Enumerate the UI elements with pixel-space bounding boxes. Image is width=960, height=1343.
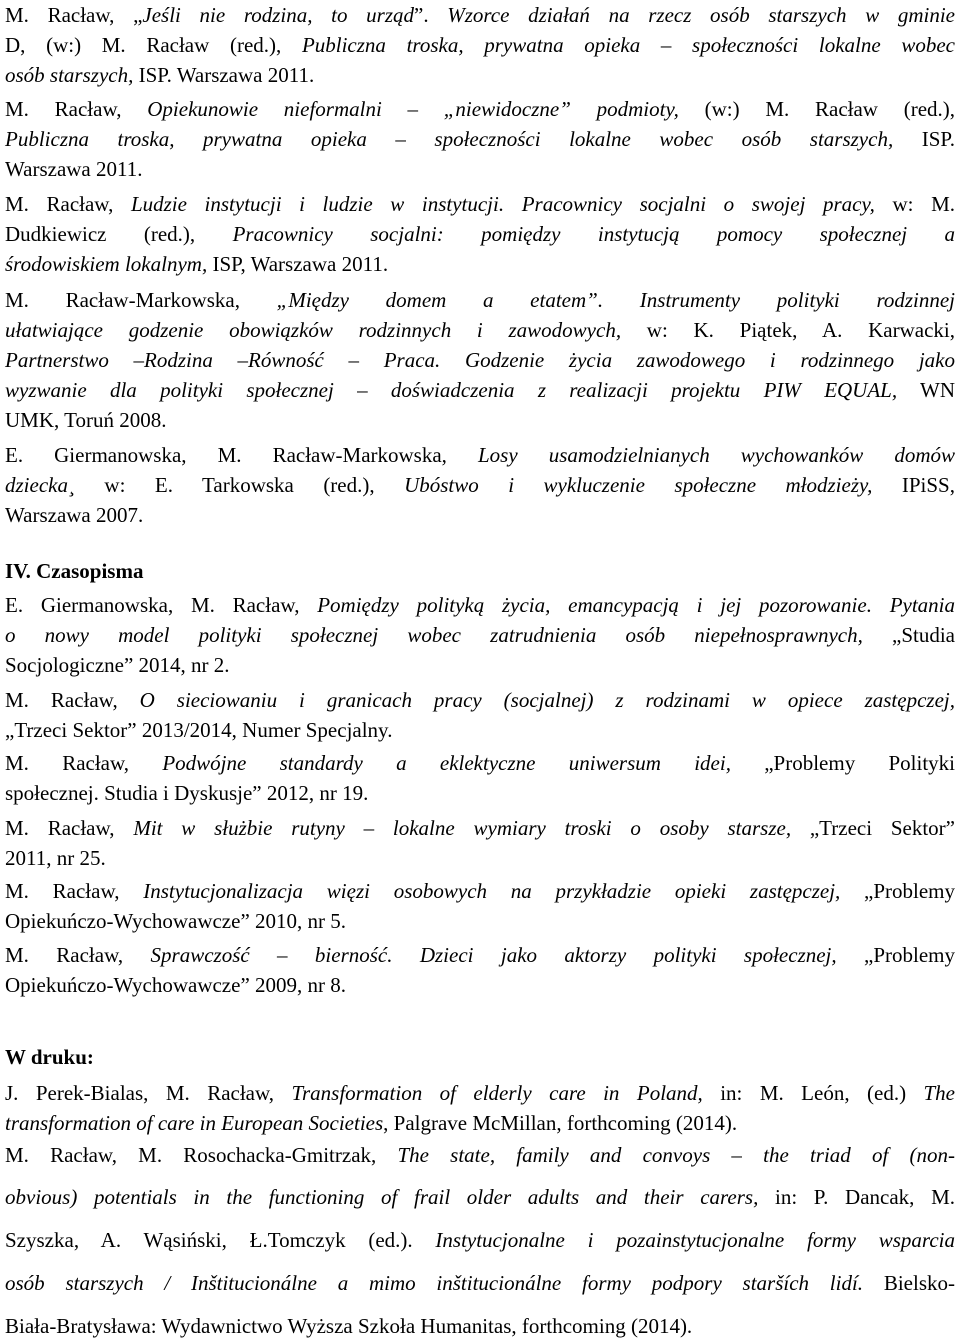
citation-text: Socjologiczne” 2014, nr 2. bbox=[5, 653, 230, 677]
italic-title-text: Instytucjonalizacja więzi osobowych na przykładzie opieki zastępczej, bbox=[143, 879, 841, 903]
italic-title-text: O sieciowaniu i granicach pracy (socjalnej) z rodzinami w opiece zastępczej, bbox=[139, 688, 955, 712]
entry-line bbox=[5, 906, 955, 936]
citation-text: Warszawa 2007. bbox=[5, 503, 144, 527]
italic-title-text: obvious) potentials in the functioning of frail older adults and their carers, bbox=[5, 1185, 759, 1209]
citation-text: E. Giermanowska, M. Racław, bbox=[5, 593, 318, 617]
citation-text: M. Racław, bbox=[5, 688, 140, 712]
entry-line bbox=[5, 470, 955, 500]
citation-text: (w:) M. Racław (red.), bbox=[678, 97, 956, 121]
entry-line bbox=[5, 94, 955, 124]
citation-text: in: P. Dancak, M. bbox=[758, 1185, 955, 1209]
citation-text: w: M. bbox=[874, 192, 955, 216]
entry-line bbox=[5, 1078, 955, 1108]
citation-text: J. Perek-Bialas, M. Racław, bbox=[5, 1081, 292, 1105]
italic-title-text: wyzwanie dla polityki społecznej – doświadczenia z realizacji projektu PIW EQUAL, bbox=[5, 378, 898, 402]
citation-text: M. Racław, bbox=[5, 192, 131, 216]
citation-text: UMK, Toruń 2008. bbox=[5, 408, 167, 432]
citation-text: „Trzeci Sektor” bbox=[791, 816, 955, 840]
citation-text: ISP. Warszawa 2011. bbox=[138, 63, 315, 87]
citation-text: „Problemy bbox=[836, 943, 956, 967]
entry-line bbox=[5, 1311, 955, 1341]
entry-line bbox=[5, 970, 955, 1000]
citation-text: M. Racław, bbox=[5, 97, 148, 121]
entry-line bbox=[5, 685, 955, 715]
citation-text: M. Racław, bbox=[5, 816, 134, 840]
citation-text: E. Giermanowska, M. Racław-Markowska, bbox=[5, 443, 478, 467]
entry-line bbox=[5, 405, 955, 435]
citation-text: D, (w:) M. Racław (red.), bbox=[5, 33, 302, 57]
entry-line bbox=[5, 124, 955, 154]
entry-line bbox=[5, 1182, 955, 1212]
entry-line bbox=[5, 1140, 955, 1170]
citation-text: ISP, Warszawa 2011. bbox=[207, 252, 389, 276]
citation-text: in: M. León, (ed.) bbox=[702, 1081, 924, 1105]
citation-text: 2011, nr 25. bbox=[5, 846, 106, 870]
citation-text: M. Racław, bbox=[5, 943, 151, 967]
italic-title-text: środowiskiem lokalnym, bbox=[5, 252, 208, 276]
italic-title-text: Instytucjonalne i pozainstytucjonalne formy wsparcia bbox=[435, 1228, 955, 1252]
italic-title-text: Publiczna troska, prywatna opieka – społeczności lokalne wobec osób starszych, bbox=[5, 127, 894, 151]
citation-text: Opiekuńczo-Wychowawcze” 2010, nr 5. bbox=[5, 909, 347, 933]
entry-line bbox=[5, 620, 955, 650]
italic-title-text: Transformation of elderly care in Poland, bbox=[291, 1081, 703, 1105]
italic-title-text: Podwójne standardy a eklektyczne uniwersum idei, bbox=[162, 751, 731, 775]
italic-title-text: The state, family and convoys – the triad of (non- bbox=[397, 1143, 955, 1167]
italic-title-text: Mit w służbie rutyny – lokalne wymiary troski o osoby starsze, bbox=[133, 816, 792, 840]
citation-text: „Studia bbox=[862, 623, 955, 647]
italic-title-text: Ubóstwo i wykluczenie społeczne młodzieży, bbox=[404, 473, 873, 497]
entry-line bbox=[5, 778, 955, 808]
italic-title-text: Jeśli nie rodzina, to urząd bbox=[142, 3, 414, 27]
entry-line bbox=[5, 285, 955, 315]
entry-line bbox=[5, 60, 955, 90]
entry-line bbox=[5, 1268, 955, 1298]
italic-title-text: „Między domem a etatem”. Instrumenty polityki rodzinnej bbox=[276, 288, 955, 312]
citation-text: ISP. bbox=[893, 127, 956, 151]
entry-line bbox=[5, 650, 955, 680]
citation-text: Szyszka, A. Wąsiński, Ł.Tomczyk (ed.). bbox=[5, 1228, 436, 1252]
italic-title-text: transformation of care in European Societies bbox=[5, 1111, 384, 1135]
citation-text: IPiSS, bbox=[872, 473, 955, 497]
entry-line bbox=[5, 500, 955, 530]
italic-title-text: o nowy model polityki społecznej wobec zatrudnienia osób niepełnosprawnych, bbox=[5, 623, 863, 647]
citation-text: „Trzeci Sektor” 2013/2014, Numer Specjalny. bbox=[5, 718, 393, 742]
citation-text: ”. bbox=[414, 3, 448, 27]
section-heading-w-druku: W druku: bbox=[5, 1045, 94, 1069]
citation-text: w: E. Tarkowska (red.), bbox=[74, 473, 405, 497]
italic-title-text: Losy usamodzielnianych wychowanków domów bbox=[478, 443, 955, 467]
citation-text: WN bbox=[897, 378, 956, 402]
citation-text: M. Racław, bbox=[5, 751, 163, 775]
citation-text: M. Racław, M. Rosochacka-Gmitrzak, bbox=[5, 1143, 398, 1167]
italic-title-text: Wzorce działań na rzecz osób starszych w gminie bbox=[447, 3, 956, 27]
italic-title-text: dziecka¸ bbox=[5, 473, 75, 497]
citation-text: M. Racław, bbox=[5, 879, 144, 903]
entry-line bbox=[5, 189, 955, 219]
entry-line bbox=[5, 715, 955, 745]
entry-line bbox=[5, 940, 955, 970]
italic-title-text: Pomiędzy polityką życia, emancypacją i jej pozorowanie. Pytania bbox=[317, 593, 956, 617]
entry-line bbox=[5, 345, 955, 375]
citation-text: M. Racław-Markowska, bbox=[5, 288, 277, 312]
italic-title-text: Ludzie instytucji i ludzie w instytucji. Pracownicy socjalni o swojej pracy, bbox=[130, 192, 875, 216]
entry-line bbox=[5, 590, 955, 620]
italic-title-text: Sprawczość – bierność. Dzieci jako aktorzy polityki społecznej, bbox=[150, 943, 837, 967]
entry-line bbox=[5, 249, 955, 279]
entry-line bbox=[5, 440, 955, 470]
citation-text: w: K. Piątek, A. Karwacki, bbox=[621, 318, 955, 342]
citation-text: „Problemy bbox=[840, 879, 956, 903]
citation-text: społecznej. Studia i Dyskusje” 2012, nr 19. bbox=[5, 781, 369, 805]
entry-line bbox=[5, 813, 955, 843]
section-heading-czasopisma: IV. Czasopisma bbox=[5, 559, 144, 583]
citation-text: Warszawa 2011. bbox=[5, 157, 143, 181]
entry-line bbox=[5, 843, 955, 873]
italic-title-text: Pracownicy socjalni: pomiędzy instytucją pomocy społecznej a bbox=[232, 222, 955, 246]
citation-text: Opiekuńczo-Wychowawcze” 2009, nr 8. bbox=[5, 973, 347, 997]
entry-line bbox=[5, 375, 955, 405]
entry-line bbox=[5, 30, 955, 60]
citation-text: M. Racław, „ bbox=[5, 3, 143, 27]
citation-text: Bielsko- bbox=[863, 1271, 955, 1295]
entry-line bbox=[5, 0, 955, 30]
italic-title-text: osób starszych / Inštitucionálne a mimo inštitucionálne formy podpory starších lidí. bbox=[5, 1271, 864, 1295]
entry-line bbox=[5, 748, 955, 778]
italic-title-text: The bbox=[923, 1081, 955, 1105]
italic-title-text: Partnerstwo –Rodzina –Równość – Praca. Godzenie życia zawodowego i rodzinnego jako bbox=[5, 348, 955, 372]
entry-line bbox=[5, 154, 955, 184]
entry-line bbox=[5, 219, 955, 249]
citation-text: , Palgrave McMillan, forthcoming (2014). bbox=[383, 1111, 738, 1135]
italic-title-text: osób starszych, bbox=[5, 63, 139, 87]
entry-line bbox=[5, 1108, 955, 1138]
citation-text: Dudkiewicz (red.), bbox=[5, 222, 233, 246]
citation-text: „Problemy Polityki bbox=[730, 751, 956, 775]
italic-title-text: ułatwiające godzenie obowiązków rodzinnych i zawodowych, bbox=[5, 318, 622, 342]
citation-text: Biała-Bratysława: Wydawnictwo Wyższa Szkoła Humanitas, forthcoming (2014). bbox=[5, 1314, 693, 1338]
italic-title-text: Opiekunowie nieformalni – „niewidoczne” podmioty, bbox=[147, 97, 679, 121]
entry-line bbox=[5, 876, 955, 906]
italic-title-text: Publiczna troska, prywatna opieka – społeczności lokalne wobec bbox=[301, 33, 955, 57]
entry-line bbox=[5, 315, 955, 345]
entry-line bbox=[5, 1225, 955, 1255]
